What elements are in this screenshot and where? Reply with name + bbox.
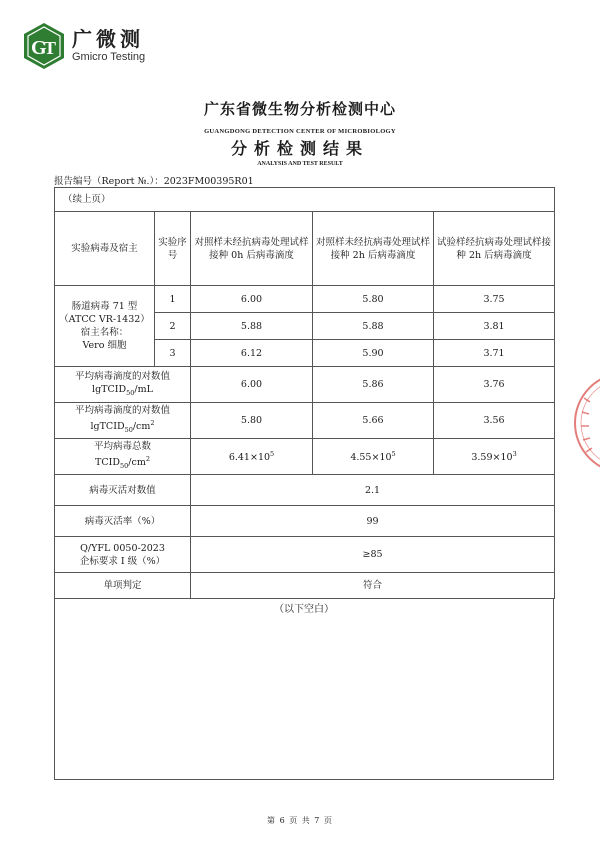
- avg-ml-label-line2: lgTCID$_{50}$/mL: [92, 383, 153, 397]
- inactivation-log-label: 病毒灭活对数值: [55, 475, 191, 506]
- inactivation-rate-row: [55, 506, 555, 537]
- seq-cell: 2: [155, 313, 191, 340]
- company-logo: [22, 22, 145, 70]
- header-control-0h: 对照样未经抗病毒处理试样接种 0h 后病毒滴度: [191, 212, 313, 286]
- blank-area-frame: [54, 598, 554, 780]
- continued-label: （续上页）: [55, 188, 555, 212]
- avg-ml-label-line1: 平均病毒滴度的对数值: [74, 370, 170, 382]
- value-cell: 5.90: [313, 340, 434, 367]
- avg-cm2-row: [55, 403, 555, 439]
- center-title-english: GUANGDONG DETECTION CENTER OF MICROBIOLOGY: [204, 128, 396, 135]
- header-seq: 实验序号: [155, 212, 191, 286]
- svg-text:G: G: [31, 37, 47, 59]
- value-cell: $6.41\times 10^5$: [191, 439, 313, 475]
- avg-cm2-label-line2: $lgTCID_{50}/cm^2$: [90, 418, 155, 435]
- red-seal-stamp-icon: [570, 368, 600, 478]
- judgement-row: [55, 573, 555, 599]
- continued-row: [55, 188, 555, 212]
- value-cell: 3.71: [434, 340, 555, 367]
- standard-value: ≥85: [191, 537, 555, 573]
- standard-label-line2: 企标要求 I 级（%）: [79, 555, 166, 567]
- value-cell: 5.80: [313, 286, 434, 313]
- value-cell: 3.56: [434, 403, 555, 439]
- judgement-value: 符合: [191, 573, 555, 599]
- logo-chinese-name: 广微测: [72, 27, 144, 51]
- avg-ml-row: [55, 367, 555, 403]
- value-cell: 5.66: [313, 403, 434, 439]
- value-cell: $4.55\times 10^5$: [313, 439, 434, 475]
- svg-text:T: T: [44, 38, 57, 58]
- page-footer: 第 6 页 共 7 页: [267, 816, 333, 825]
- virus-host-cell: [55, 286, 155, 367]
- inactivation-log-value: 2.1: [191, 475, 555, 506]
- inactivation-log-row: [55, 475, 555, 506]
- avg-ml-label: [55, 367, 191, 403]
- value-cell: 6.00: [191, 367, 313, 403]
- total-label: [55, 439, 191, 475]
- standard-label: [55, 537, 191, 573]
- judgement-label: 单项判定: [55, 573, 191, 599]
- host-label: 宿主名称：: [80, 327, 129, 338]
- center-title: 广东省微生物分析检测中心: [203, 100, 396, 118]
- standard-row: [55, 537, 555, 573]
- value-cell: 6.12: [191, 340, 313, 367]
- gt-logo-icon: [22, 22, 66, 70]
- value-cell: 5.88: [191, 313, 313, 340]
- value-cell: 5.86: [313, 367, 434, 403]
- seq-cell: 3: [155, 340, 191, 367]
- results-table: [54, 187, 555, 599]
- report-number: 报告编号（Report №.）：2023FM00395R01: [54, 176, 254, 187]
- value-cell: 6.00: [191, 286, 313, 313]
- value-cell: 5.88: [313, 313, 434, 340]
- total-row: [55, 439, 555, 475]
- total-label-line2: $TCID_{50}/cm^2$: [95, 454, 150, 471]
- value-cell: 3.76: [434, 367, 555, 403]
- header-virus-host: 实验病毒及宿主: [55, 212, 155, 286]
- seq-cell: 1: [155, 286, 191, 313]
- avg-cm2-label-line1: 平均病毒滴度的对数值: [74, 404, 170, 416]
- table-row: [55, 286, 555, 313]
- value-cell: $3.59\times 10^3$: [434, 439, 555, 475]
- result-title: 分析检测结果: [230, 139, 369, 158]
- avg-cm2-label: [55, 403, 191, 439]
- value-cell: 3.75: [434, 286, 555, 313]
- result-title-english: ANALYSIS AND TEST RESULT: [257, 161, 343, 167]
- logo-english-name: Gmicro Testing: [72, 51, 146, 63]
- value-cell: 3.81: [434, 313, 555, 340]
- blank-below-note: （以下空白）: [274, 604, 334, 615]
- header-row: [55, 212, 555, 286]
- value-cell: 5.80: [191, 403, 313, 439]
- total-label-line1: 平均病毒总数: [93, 440, 151, 452]
- header-control-2h: 对照样未经抗病毒处理试样接种 2h 后病毒滴度: [313, 212, 434, 286]
- standard-label-line1: Q/YFL 0050-2023: [80, 542, 165, 554]
- inactivation-rate-value: 99: [191, 506, 555, 537]
- virus-name: 肠道病毒 71 型: [71, 301, 138, 312]
- header-test-2h: 试验样经抗病毒处理试样接种 2h 后病毒滴度: [434, 212, 555, 286]
- virus-atcc: （ATCC VR-1432）: [59, 314, 150, 325]
- host-name: Vero 细胞: [82, 340, 127, 351]
- inactivation-rate-label: 病毒灭活率（%）: [55, 506, 191, 537]
